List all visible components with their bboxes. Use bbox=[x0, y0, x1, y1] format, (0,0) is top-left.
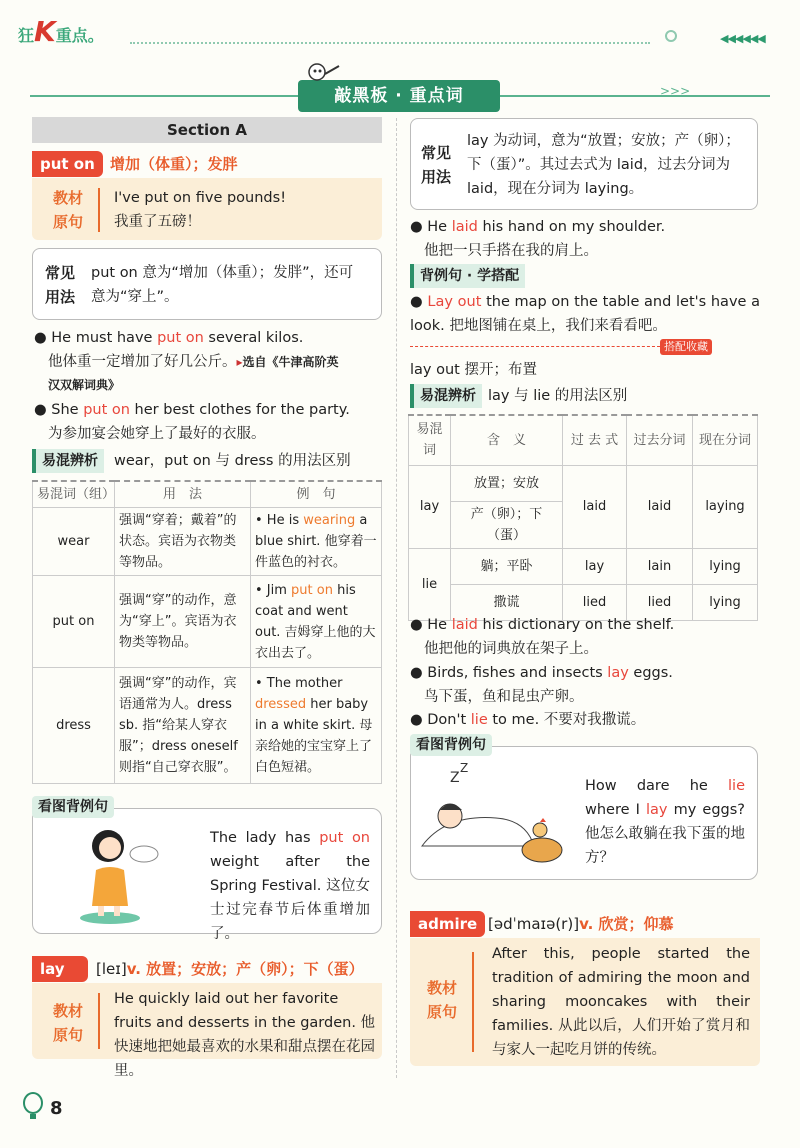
table-cell: lied bbox=[563, 584, 627, 620]
table-row bbox=[33, 576, 382, 668]
word-tag-lay: lay bbox=[32, 956, 88, 982]
table-cell: 躺；平卧 bbox=[451, 548, 563, 584]
lay-bullet-1-zh: 他把一只手搭在我的肩上。 bbox=[424, 243, 598, 259]
table-cell: • The mother dressed her baby in a white skirt. 母亲给她的宝宝穿上了白色短裙。 bbox=[251, 668, 382, 784]
usage-label: 常见 用法 bbox=[421, 144, 452, 186]
table-cell: • He is wearing a blue shirt. 他穿着一件蓝色的衬衣。 bbox=[251, 508, 382, 576]
lay-usage-text: lay 为动词，意为“放置；安放；产（卵）；下（蛋）”。其过去式为 laid，过去分词为 laid，现在分词为 laying。 bbox=[467, 133, 740, 197]
original-bar bbox=[98, 188, 100, 232]
lay-example: He quickly laid out her favorite fruits and desserts in the garden. 他快速地把她最喜欢的水果和甜点摆在花园里。 bbox=[114, 991, 376, 1079]
table-cell: lying bbox=[693, 584, 758, 620]
lay-original-box bbox=[32, 983, 382, 1079]
header-ring-icon bbox=[665, 30, 677, 42]
svg-text:Z: Z bbox=[450, 770, 460, 786]
table-header-row bbox=[409, 415, 758, 465]
put-on-usage-box bbox=[32, 248, 382, 320]
collect-tag: 搭配收藏 bbox=[660, 339, 712, 355]
table-cell: lay bbox=[409, 465, 451, 548]
table-cell: lying bbox=[693, 548, 758, 584]
lie-bullet-3: ● Don't lie to me. 不要对我撒谎。 bbox=[410, 712, 646, 728]
put-on-usage-line2: 意为“穿上”。 bbox=[91, 289, 179, 305]
admire-example: After this, people started the tradition of admiring the moon and sharing mooncakes with their families. 从此以后，人们开始了赏月和与家人一起吃月饼的传统。 bbox=[492, 946, 750, 1058]
lie-bullet-1: ● He laid his dictionary on the shelf. bbox=[410, 617, 675, 633]
lie-bullet-2: ● Birds, fishes and insects lay eggs. bbox=[410, 665, 673, 681]
lady-scale-illustration bbox=[66, 820, 166, 926]
lay-bullet-2: ● Lay out the map on the table and let's have a look. 把地图铺在桌上，我们来看看吧。 bbox=[410, 294, 761, 334]
table-cell: 产（卵）；下（蛋） bbox=[451, 501, 563, 548]
table-cell: put on bbox=[33, 576, 115, 668]
confuse-title-1: wear，put on 与 dress 的用法区别 bbox=[114, 453, 351, 469]
put-on-bullet-1-zh: 他体重一定增加了好几公斤。▸选自《牛津高阶英 bbox=[48, 354, 339, 370]
confuse-table-2 bbox=[408, 414, 758, 621]
table-row bbox=[409, 465, 758, 501]
confuse-label-1: 易混辨析 bbox=[32, 449, 104, 473]
put-on-source: 汉双解词典》 bbox=[48, 378, 121, 392]
svg-text:Z: Z bbox=[460, 761, 469, 775]
picture-2-caption: How dare he lie where I lay my eggs? 他怎么敢躺在我下蛋的地方？ bbox=[585, 778, 745, 866]
picture-label-2: 看图背例句 bbox=[410, 734, 492, 756]
table-cell: 强调“穿”的动作，宾语通常为人。dress sb. 指“给某人穿衣服”；dress oneself 则指“自己穿衣服”。 bbox=[115, 668, 251, 784]
put-on-example-en: I've put on five pounds! bbox=[114, 190, 287, 206]
table-cell: 强调“穿”的动作，意为“穿上”。宾语为衣物类等物品。 bbox=[115, 576, 251, 668]
header-arrows-icon: ◀◀◀◀◀◀ bbox=[720, 32, 765, 45]
table-header: 用 法 bbox=[115, 481, 251, 508]
table-header-row bbox=[33, 481, 382, 508]
sleeping-boy-hen-illustration bbox=[416, 760, 576, 872]
picture-label-1: 看图背例句 bbox=[32, 796, 114, 818]
lie-bullet-2-zh: 鸟下蛋，鱼和昆虫产卵。 bbox=[424, 689, 584, 705]
table-header: 例 句 bbox=[251, 481, 382, 508]
lay-definition: [leɪ]v. 放置；安放；产（卵）；下（蛋） bbox=[96, 960, 364, 978]
table-header: 过去分词 bbox=[627, 415, 693, 465]
table-cell: 放置；安放 bbox=[451, 465, 563, 501]
word-tag-admire: admire bbox=[410, 911, 485, 937]
admire-original-box bbox=[410, 938, 760, 1066]
original-bar bbox=[472, 952, 474, 1052]
collect-divider bbox=[410, 346, 660, 347]
mascot-icon bbox=[305, 62, 341, 88]
word-tag-put-on: put on bbox=[32, 151, 103, 177]
confuse-label-2: 易混辨析 bbox=[410, 384, 482, 408]
table-cell: 强调“穿着；戴着”的状态。宾语为衣物类等物品。 bbox=[115, 508, 251, 576]
put-on-usage-line1: put on 意为“增加（体重）；发胖”，还可 bbox=[91, 265, 354, 281]
put-on-bullet-1: ● He must have put on several kilos. bbox=[34, 330, 304, 346]
table-cell: lay bbox=[563, 548, 627, 584]
table-cell: wear bbox=[33, 508, 115, 576]
confuse-table-1 bbox=[32, 480, 382, 784]
table-header: 现在分词 bbox=[693, 415, 758, 465]
table-cell: laying bbox=[693, 465, 758, 548]
put-on-original-box bbox=[32, 178, 382, 240]
usage-label: 常见 用法 bbox=[45, 264, 76, 306]
original-label: 教材 原句 bbox=[52, 189, 83, 231]
put-on-example-zh: 我重了五磅！ bbox=[114, 214, 201, 230]
collocation-label: 背例句 · 学搭配 bbox=[410, 264, 525, 288]
put-on-bullet-2: ● She put on her best clothes for the party. bbox=[34, 402, 350, 418]
page-title: 敲黑板 · 重点词 bbox=[298, 80, 500, 112]
brand-logo: 狂K重点。 bbox=[18, 15, 104, 48]
table-cell: dress bbox=[33, 668, 115, 784]
section-heading: Section A bbox=[32, 117, 382, 143]
page-number: 8 bbox=[50, 1098, 63, 1119]
table-header: 过 去 式 bbox=[563, 415, 627, 465]
balloon-icon bbox=[22, 1092, 44, 1122]
table-cell: 撒谎 bbox=[451, 584, 563, 620]
lay-collect-line: lay out 摆开；布置 bbox=[410, 362, 537, 378]
table-cell: laid bbox=[563, 465, 627, 548]
lie-bullet-1-zh: 他把他的词典放在架子上。 bbox=[424, 641, 598, 657]
table-header: 含 义 bbox=[451, 415, 563, 465]
put-on-definition: 增加（体重）；发胖 bbox=[110, 155, 238, 173]
confuse-title-2: lay 与 lie 的用法区别 bbox=[488, 388, 628, 404]
column-divider bbox=[396, 118, 397, 1078]
put-on-bullet-2-zh: 为参加宴会她穿上了最好的衣服。 bbox=[48, 426, 266, 442]
lay-usage-box bbox=[410, 118, 758, 210]
table-cell: lain bbox=[627, 548, 693, 584]
table-cell: laid bbox=[627, 465, 693, 548]
lay-bullet-1: ● He laid his hand on my shoulder. bbox=[410, 219, 666, 235]
header-divider bbox=[130, 42, 650, 44]
table-header: 易混词（组） bbox=[33, 481, 115, 508]
table-cell: lied bbox=[627, 584, 693, 620]
title-arrows-icon: >>> bbox=[660, 84, 691, 98]
original-bar bbox=[98, 993, 100, 1049]
original-label: 教材 原句 bbox=[52, 1002, 83, 1044]
table-cell: lie bbox=[409, 548, 451, 620]
admire-definition: [ədˈmaɪə(r)]v. 欣赏；仰慕 bbox=[488, 915, 674, 933]
table-row bbox=[33, 508, 382, 576]
picture-1-caption: The lady has put on weight after the Spring Festival. 这位女士过完春节后体重增加了。 bbox=[210, 830, 370, 942]
table-row bbox=[409, 548, 758, 584]
table-header: 易混词 bbox=[409, 415, 451, 465]
table-row bbox=[33, 668, 382, 784]
original-label: 教材 原句 bbox=[426, 979, 457, 1021]
table-cell: • Jim put on his coat and went out. 吉姆穿上他的大衣出去了。 bbox=[251, 576, 382, 668]
